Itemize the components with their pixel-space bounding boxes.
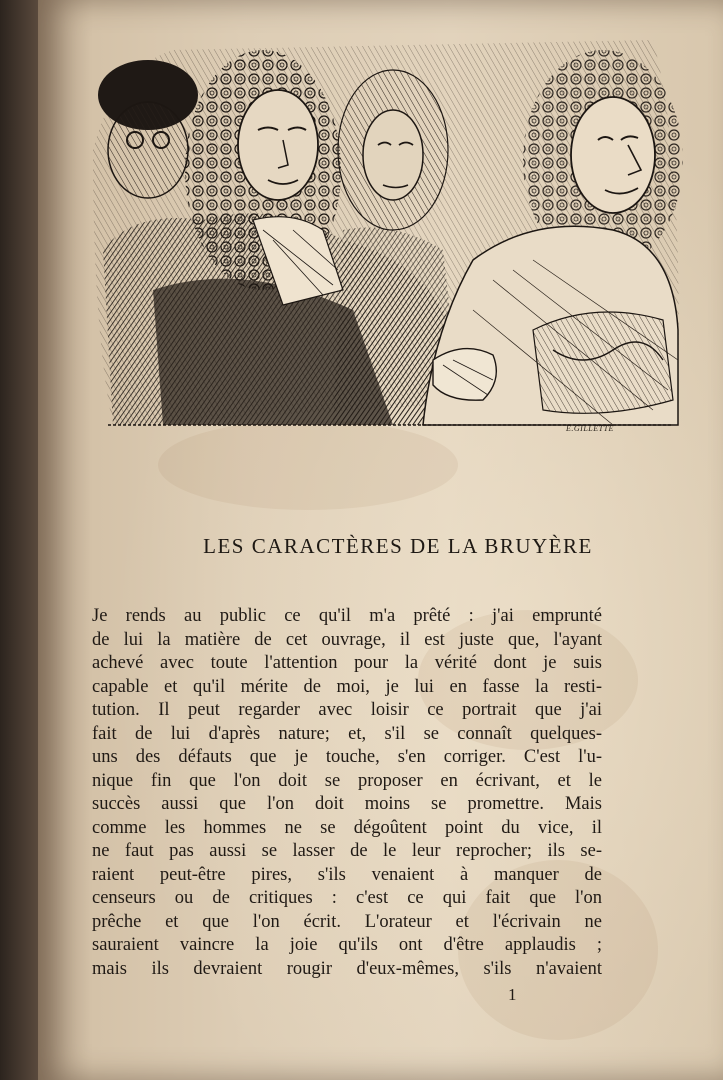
book-page [38,0,723,1080]
text-line: prêche et que l'on écrit. L'orateur et l'écrivain ne [92,911,602,932]
text-line: raient peut-être pires, s'ils venaient à manquer de [92,864,602,885]
engraving-illustration [93,30,683,445]
body-text [92,605,602,981]
text-line: achevé avec toute l'attention pour la vérité dont je suis [92,653,602,673]
text-line: capable et qu'il mérite de moi, je lui en fasse la resti- [92,676,602,697]
text-line: Je rends au public ce qu'il m'a prêté : j'ai emprunté [92,606,602,626]
text-line: fait de lui d'après nature; et, s'il se connaît quelques- [92,723,602,744]
text-line: comme les hommes ne se dégoûtent point du vice, il [92,817,602,838]
engraving-of-courtiers-icon [93,30,683,445]
page-number: 1 [508,985,517,1004]
text-line: de lui la matière de cet ouvrage, il est juste que, l'ayant [92,629,602,650]
text-line: sauraient vaincre la joie qu'ils ont d'être applaudis ; [92,935,602,955]
text-line: mais ils devraient rougir d'eux-mêmes, s'ils n'avaient [92,958,602,979]
chapter-title: LES CARACTÈRES DE LA BRUYÈRE [203,534,593,558]
engraver-signature: E.GILLETTE [566,424,614,433]
text-line: tution. Il peut regarder avec loisir ce portrait que j'ai [92,700,602,720]
text-line: nique fin que l'on doit se proposer en écrivant, et le [92,770,602,791]
text-line: ne faut pas aussi se lasser de le leur reprocher; ils se- [92,841,602,861]
text-line: succès aussi que l'on doit moins se promettre. Mais [92,794,602,814]
text-line: censeurs ou de critiques : c'est ce qui fait que l'on [92,888,602,908]
text-line: uns des défauts que je touche, s'en corriger. C'est l'u- [92,747,602,767]
